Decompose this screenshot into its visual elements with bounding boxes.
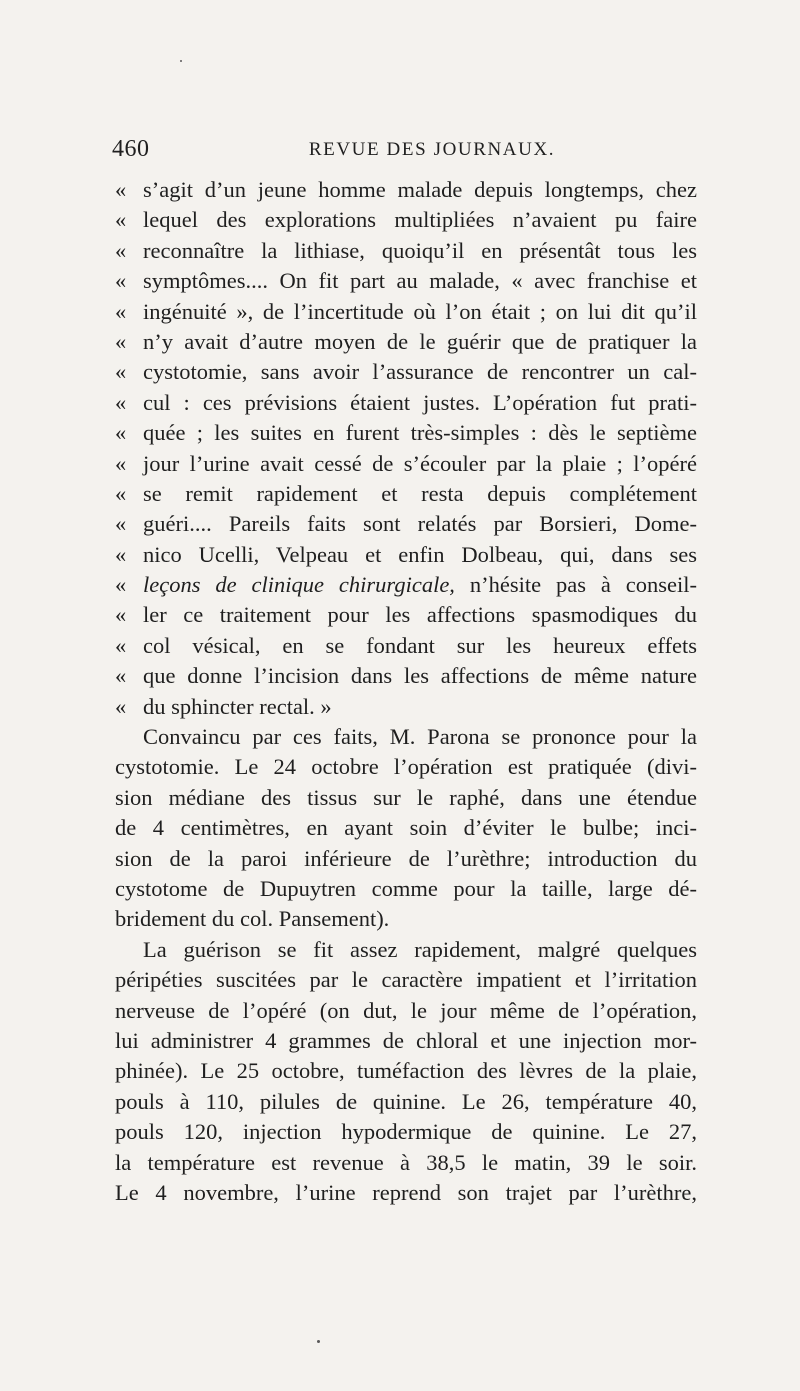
text-line: « cystotomie, sans avoir l’assurance de rencontrer un cal- [115, 359, 697, 385]
quoted-paragraph [115, 175, 697, 722]
text-line: La guérison se fit assez rapidement, malgré quelques [143, 936, 697, 962]
text-line: « symptômes.... On fit part au malade, « avec franchise et [115, 268, 697, 294]
paragraph [115, 722, 697, 935]
text-line: nerveuse de l’opéré (on dut, le jour même de l’opération, [115, 997, 697, 1023]
text-line: « leçons de clinique chirurgicale, n’hésite pas à conseil- [115, 572, 697, 598]
text-line: de 4 centimètres, en ayant soin d’éviter le bulbe; inci- [115, 815, 697, 841]
paper-speck [180, 60, 182, 62]
text-line: sion médiane des tissus sur le raphé, dans une étendue [115, 784, 697, 810]
running-title: REVUE DES JOURNAUX. [308, 139, 556, 160]
page-number: 460 [112, 136, 150, 162]
text-line: sion de la paroi inférieure de l’urèthre; introduction du [115, 845, 697, 871]
paragraph [115, 935, 697, 1209]
text-line: « du sphincter rectal. » [115, 693, 332, 719]
text-line: cystotome de Dupuytren comme pour la taille, large dé- [115, 875, 697, 901]
text-line: péripéties suscitées par le caractère impatient et l’irritation [115, 967, 697, 993]
page-header [112, 136, 712, 172]
text-line: lui administrer 4 grammes de chloral et une injection mor- [115, 1027, 697, 1053]
text-line: la température est revenue à 38,5 le matin, 39 le soir. [115, 1149, 697, 1175]
text-line: « que donne l’incision dans les affections de même nature [115, 663, 697, 689]
text-line: « quée ; les suites en furent très-simples : dès le septième [115, 420, 697, 446]
text-line: « ingénuité », de l’incertitude où l’on était ; on lui dit qu’il [115, 298, 697, 324]
text-line: « s’agit d’un jeune homme malade depuis longtemps, chez [115, 177, 697, 202]
text-line: pouls 120, injection hypodermique de quinine. Le 27, [115, 1119, 697, 1145]
text-line: Le 4 novembre, l’urine reprend son trajet par l’urèthre, [115, 1179, 697, 1205]
text-line: phinée). Le 25 octobre, tuméfaction des lèvres de la plaie, [115, 1058, 697, 1084]
text-line: « col vésical, en se fondant sur les heureux effets [115, 632, 697, 658]
text-line: « reconnaître la lithiase, quoiqu’il en présentât tous les [115, 237, 697, 263]
text-line: « nico Ucelli, Velpeau et enfin Dolbeau, qui, dans ses [115, 541, 697, 567]
text-line: « n’y avait d’autre moyen de le guérir que de pratiquer la [115, 328, 697, 354]
text-line: « guéri.... Pareils faits sont relatés par Borsieri, Dome- [115, 511, 697, 537]
italic-book-title: leçons de clinique chirurgicale, [143, 572, 455, 598]
text-line: pouls à 110, pilules de quinine. Le 26, température 40, [115, 1088, 697, 1114]
text-line: Convaincu par ces faits, M. Parona se prononce pour la [143, 724, 697, 750]
text-line: bridement du col. Pansement). [115, 906, 390, 932]
text-line: « cul : ces prévisions étaient justes. L’opération fut prati- [115, 389, 697, 415]
body-text [115, 175, 697, 1208]
text-line: « lequel des explorations multipliées n’avaient pu faire [115, 207, 697, 233]
paper-speck [317, 1340, 320, 1343]
text-line: « jour l’urine avait cessé de s’écouler par la plaie ; l’opéré [115, 450, 697, 476]
text-line: « ler ce traitement pour les affections spasmodiques du [115, 602, 697, 628]
text-line: cystotomie. Le 24 octobre l’opération est pratiquée (divi- [115, 754, 697, 780]
text-line: « se remit rapidement et resta depuis complétement [115, 480, 697, 506]
